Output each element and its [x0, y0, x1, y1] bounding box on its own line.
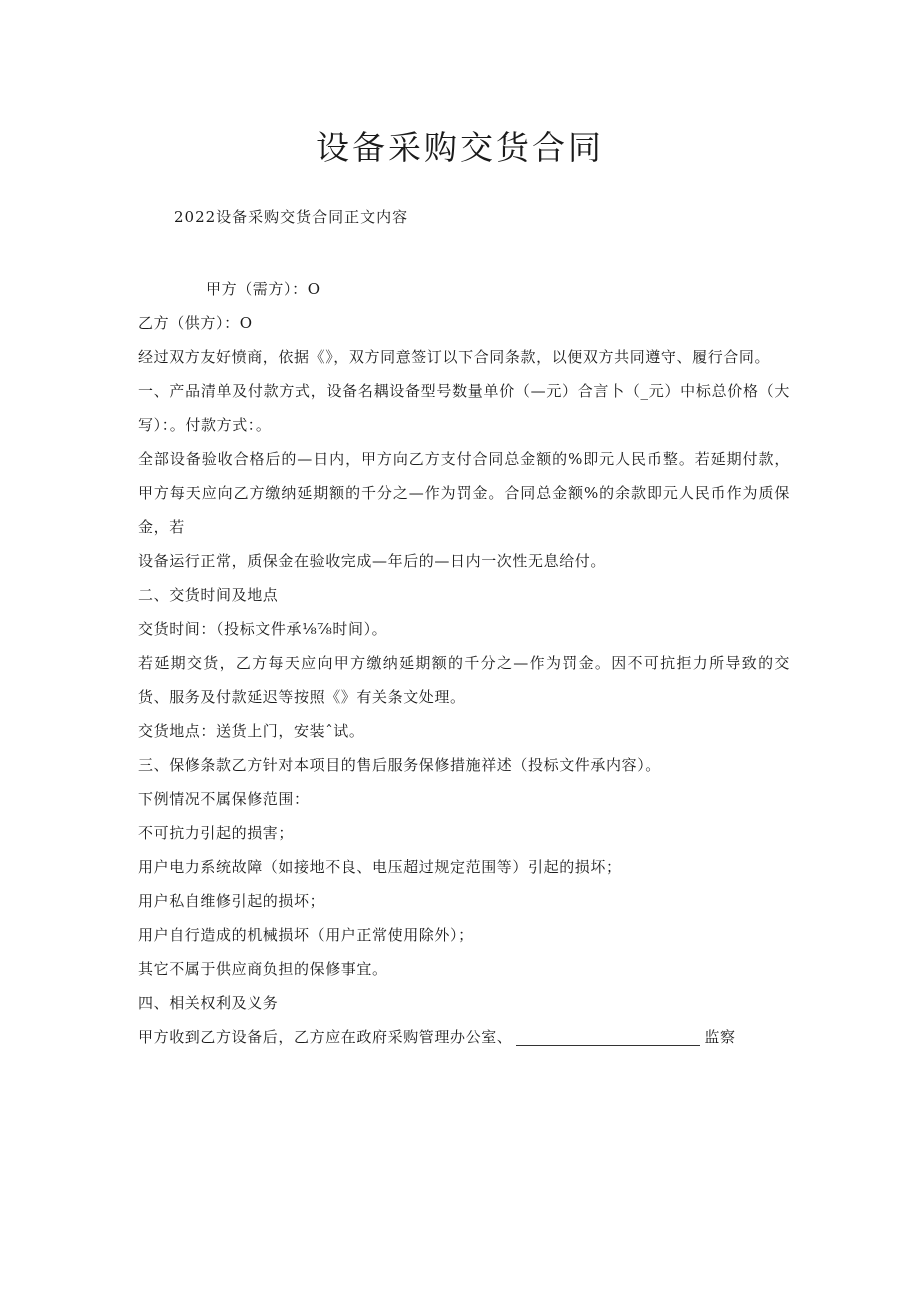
section-heading: 二、交货时间及地点 [138, 586, 279, 604]
fill-in-blank-line [516, 1027, 700, 1046]
list-item: 用户私自维修引起的损坏； [138, 892, 326, 910]
paragraph-with-blank [138, 1020, 790, 1054]
list-item: 用户电力系统故障（如接地不良、电压超过规定范围等）引起的损坏； [138, 858, 622, 876]
document-title: 设备采购交货合同 [316, 128, 604, 167]
list-item: 不可抗力引起的损害； [138, 824, 295, 842]
paragraph: 下例情况不属保修范围： [138, 790, 310, 808]
section-heading: 三、保修条款乙方针对本项目的售后服务保修措施祥述（投标文件承内容）。 [138, 756, 661, 774]
list-item: 用户自行造成的机械损坏（用户正常使用除外）； [138, 926, 474, 944]
paragraph: 交货时间：（投标文件承⅛⅞时间）。 [138, 620, 388, 638]
list-item: 其它不属于供应商负担的保修事宜。 [138, 960, 388, 978]
party-a: 甲方（需方）：O [206, 280, 321, 298]
last-line-end: 监察 [704, 1028, 736, 1046]
paragraph: 设备运行正常，质保金在验收完成—年后的—日内一次性无息给付。 [138, 552, 607, 570]
document-body [138, 272, 790, 1054]
paragraph: 一、产品清单及付款方式，设备名耦设备型号数量单价（—元）合言卜（_元）中标总价格（大写）：。付款方式：。 [138, 382, 790, 434]
paragraph: 交货地点：送货上门，安装ˆ试。 [138, 722, 365, 740]
paragraph: 若延期交货，乙方每天应向甲方缴纳延期额的千分之—作为罚金。因不可抗拒力所导致的交货、服务及付款延迟等按照《》有关条文处理。 [138, 654, 790, 706]
paragraph: 经过双方友好愤商，依据《》，双方同意签订以下合同条款，以便双方共同遵守、履行合同。 [138, 348, 771, 366]
section-heading: 四、相关权利及义务 [138, 994, 279, 1012]
last-line-start: 甲方收到乙方设备后，乙方应在政府采购管理办公室、 [138, 1028, 513, 1046]
document-subtitle: 2022设备采购交货合同正文内容 [174, 208, 409, 226]
party-b: 乙方（供方）：O [138, 314, 253, 332]
paragraph: 全部设备验收合格后的—日内，甲方向乙方支付合同总金额的%即元人民币整。若延期付款，甲方每天应向乙方缴纳延期额的千分之—作为罚金。合同总金额%的余款即元人民币作为质保金，若 [138, 450, 790, 536]
